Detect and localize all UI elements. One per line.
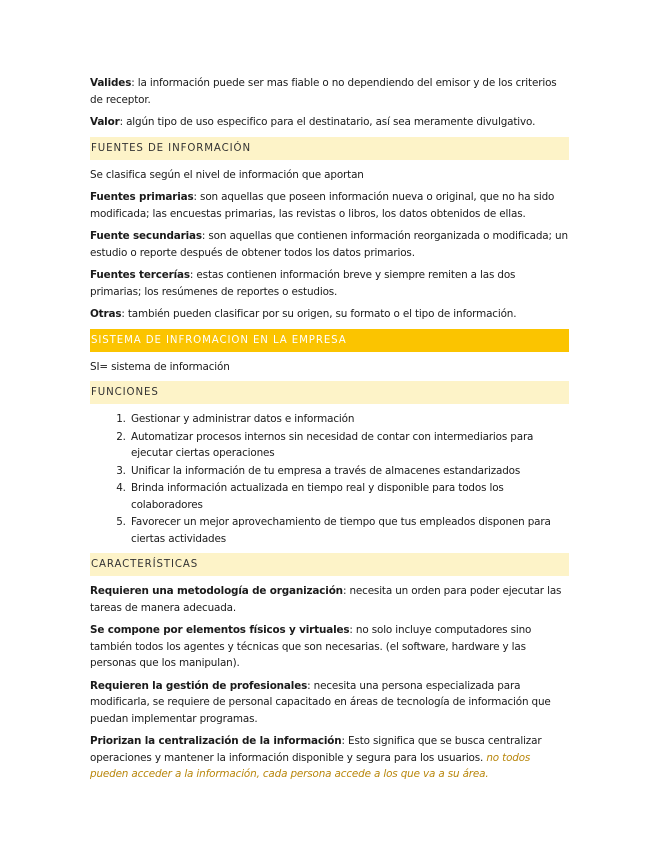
- caracteristica-elementos: Se compone por elementos físicos y virtuales: no solo incluye computadores sino también todos los agentes y técnicas que son necesarias. (el software, hardware y las personas que los manipulan).: [90, 624, 532, 669]
- definition-valor: Valor: algún tipo de uso especifico para el destinatario, así sea meramente divulgativo.: [90, 116, 536, 128]
- definition-otras: Otras: también pueden clasificar por su origen, su formato o el tipo de información.: [90, 308, 517, 320]
- definition-text: son aquellas que contienen información reorganizada o modificada; un estudio o reporte después de obtener todos los datos primarios.: [90, 230, 568, 259]
- definition-text: son aquellas que poseen información nueva o original, que no ha sido modificada; las encuestas primarias, las revistas o libros, los datos obtenidos de ellas.: [90, 191, 555, 220]
- caracteristica-metodologia: Requieren una metodología de organización: necesita un orden para poder ejecutar las tareas de manera adecuada.: [90, 585, 562, 614]
- term: Fuentes primarias: [90, 191, 194, 203]
- definition-text: necesita un orden para poder ejecutar las tareas de manera adecuada.: [90, 585, 562, 614]
- definition-text: Esto significa que se busca centralizar operaciones y mantener la información disponible y segura para los usuarios.: [90, 735, 542, 764]
- term: Valor: [90, 116, 120, 128]
- list-item: 4. Brinda información actualizada en tiempo real y disponible para todos los colaboradores: [129, 480, 569, 513]
- section-lead: Se clasifica según el nivel de información que aportan: [90, 168, 364, 181]
- term: Requieren la gestión de profesionales: [90, 679, 308, 692]
- section-heading-funciones: FUNCIONES: [90, 381, 569, 404]
- section-heading-fuentes: FUENTES DE INFORMACIÓN: [90, 137, 569, 160]
- definition-text: la información puede ser mas fiable o no dependiendo del emisor y de los criterios de receptor.: [90, 77, 557, 106]
- definition-text: no solo incluye computadores sino también todos los agentes y técnicas que son necesarias. (el software, hardware y las personas que los manipulan).: [90, 624, 532, 669]
- list-item: 1. Gestionar y administrar datos e información: [129, 411, 569, 428]
- annotation-note: no todos pueden acceder a la información, cada persona accede a los que va a su área.: [90, 751, 531, 780]
- definition-fuentes-tercerias: Fuentes tercerías: estas contienen información breve y siempre remiten a las dos primarias; los resúmenes de reportes o estudios.: [90, 269, 516, 298]
- section-heading-sistema: SISTEMA DE INFROMACION EN LA EMPRESA: [90, 329, 569, 352]
- definition-valides: Valides: la información puede ser mas fiable o no dependiendo del emisor y de los criterios de receptor.: [90, 77, 557, 106]
- term: Priorizan la centralización de la información: [90, 735, 342, 747]
- funciones-list: [90, 411, 569, 547]
- list-item: 2. Automatizar procesos internos sin necesidad de contar con intermediarios para ejecutar ciertas operaciones: [129, 429, 569, 462]
- definition-text: necesita una persona especializada para modificarla, se requiere de personal capacitado en áreas de tecnología de información que puedan implementar programas.: [90, 679, 551, 725]
- caracteristica-centralizacion: Priorizan la centralización de la información: Esto significa que se busca centralizar operaciones y mantener la información disponible y segura para los usuarios. no todos pueden acceder a la información, cada persona accede a los que va a su área.: [90, 735, 542, 780]
- definition-text: estas contienen información breve y siempre remiten a las dos primarias; los resúmenes de reportes o estudios.: [90, 269, 516, 298]
- term: Valides: [90, 77, 132, 89]
- document-page: [90, 75, 569, 789]
- definition-fuente-secundarias: Fuente secundarias: son aquellas que contienen información reorganizada o modificada; un estudio o reporte después de obtener todos los datos primarios.: [90, 230, 568, 259]
- term: Fuentes tercerías: [90, 269, 190, 281]
- list-item: 3. Unificar la información de tu empresa a través de almacenes estandarizados: [129, 463, 569, 480]
- term: Otras: [90, 308, 122, 320]
- term: Fuente secundarias: [90, 230, 202, 242]
- definition-text: también pueden clasificar por su origen, su formato o el tipo de información.: [124, 308, 517, 320]
- term: Requieren una metodología de organización: [90, 585, 343, 597]
- section-definition: SI= sistema de información: [90, 360, 230, 373]
- list-item: 5. Favorecer un mejor aprovechamiento de tiempo que tus empleados disponen para ciertas actividades: [129, 514, 569, 547]
- section-heading-caracteristicas: CARACTERÍSTICAS: [90, 553, 569, 576]
- caracteristica-profesionales: Requieren la gestión de profesionales: necesita una persona especializada para modificarla, se requiere de personal capacitado en áreas de tecnología de información que puedan implementar programas.: [90, 679, 551, 725]
- definition-text: algún tipo de uso especifico para el destinatario, así sea meramente divulgativo.: [122, 116, 536, 128]
- term: Se compone por elementos físicos y virtuales: [90, 624, 350, 636]
- definition-fuentes-primarias: Fuentes primarias: son aquellas que poseen información nueva o original, que no ha sido modificada; las encuestas primarias, las revistas o libros, los datos obtenidos de ellas.: [90, 191, 555, 220]
